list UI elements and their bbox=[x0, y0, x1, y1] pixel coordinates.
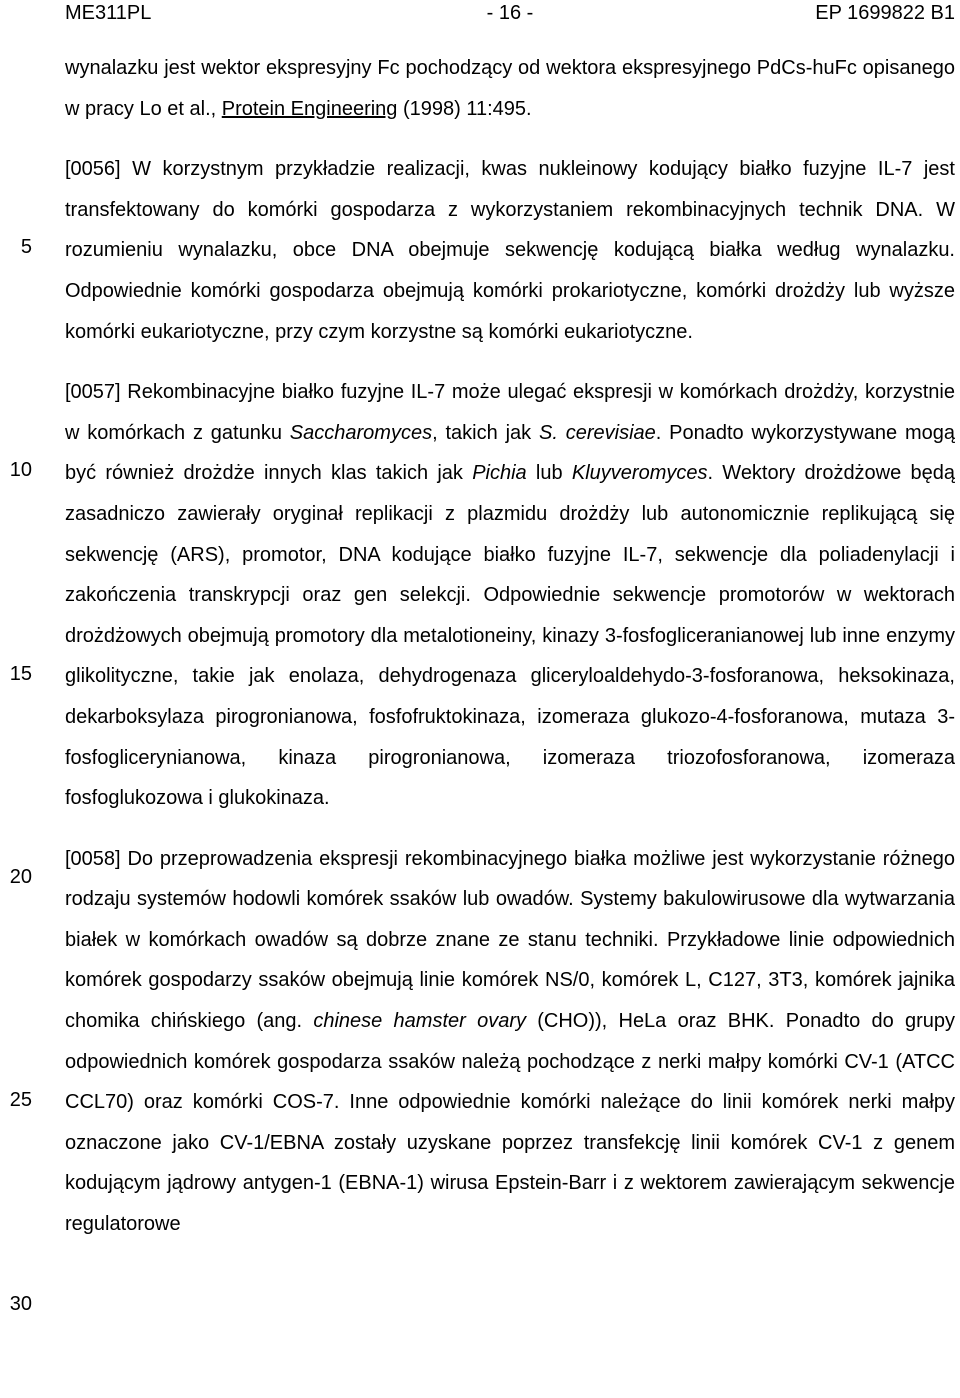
paragraph-text: . Wektory drożdżowe będą zasadniczo zawierały oryginał replikacji z plazmidu drożdży lub autonomicznie replikującą się sekwencję (ARS), promotor, DNA kodujące białko fuzyjne IL-7, sekwencje dla poliadenylacji i zakończenia transkrypcji oraz gen selekcji. Odpowiednie sekwencje promotorów w wektorach drożdżowych obejmują promotory dla metalotioneiny, kinazy 3-fosfogliceranianowej lub inne enzymy glikolityczne, takie jak enolaza, dehydrogenaza gliceryloaldehydo-3-fosforanowa, heksokinaza, dekarboksylaza pirogronianowa, fosfofruktokinaza, izomeraza glukozo-4-fosforanowa, mutaza 3-fosfoglicerynianowa, kinaza pirogronianowa, izomeraza triozofosforanowa, izomeraza fosfoglukozowa i glukokinaza. bbox=[65, 462, 955, 810]
line-number: 10 bbox=[9, 459, 32, 481]
paragraph-text: . Ponadto wykorzystywane mogą być również drożdże innych klas takich jak bbox=[65, 421, 955, 485]
paragraph-text: (CHO)), HeLa oraz BHK. Ponadto do grupy odpowiednich komórek gospodarza ssaków należą pochodzące z nerki małpy komórki CV-1 (ATCC CCL70) oraz komórki COS-7. Inne odpowiednie komórki należące do linii komórek nerki małpy oznaczone jako CV-1/EBNA zostały uzyskane poprzez transfekcję linii komórek CV-1 z genem kodującym jądrowy antygen-1 (EBNA-1) wirusa Epstein-Barr i z wektorem zawierającym sekwencje regulatorowe bbox=[65, 1010, 956, 1236]
italic-term: Saccharomyces bbox=[289, 421, 433, 444]
paragraph-text: , takich jak bbox=[432, 421, 539, 444]
header-patent-number: EP 1699822 B1 bbox=[815, 2, 955, 24]
italic-term: S. cerevisiae bbox=[538, 421, 656, 444]
paragraph-0057 bbox=[65, 372, 955, 819]
italic-term: Pichia bbox=[472, 462, 527, 485]
paragraph-text: lub bbox=[526, 462, 572, 485]
line-number: 30 bbox=[9, 1293, 32, 1315]
line-number: 5 bbox=[20, 236, 32, 258]
paragraph-text: [0058] Do przeprowadzenia ekspresji rekombinacyjnego białka możliwe jest wykorzystanie różnego rodzaju systemów hodowli komórek ssaków lub owadów. Systemy bakulowirusowe dla wytwarzania białek w komórkach owadów są dobrze znane ze stanu techniki. Przykładowe linie odpowiednich komórek gospodarzy ssaków obejmują linie komórek NS/0, komórek L, C127, 3T3, komórek jajnika chomika chińskiego (ang. bbox=[65, 847, 955, 1033]
line-number: 20 bbox=[9, 866, 32, 888]
journal-title: Protein Engineering bbox=[221, 97, 398, 120]
paragraph-0056 bbox=[65, 149, 955, 352]
line-number-margin bbox=[0, 0, 40, 1398]
line-number: 25 bbox=[9, 1089, 32, 1111]
paragraph-0058 bbox=[65, 839, 955, 1245]
line-number: 15 bbox=[9, 663, 32, 685]
paragraph-text: wynalazku jest wektor ekspresyjny Fc pochodzący od wektora ekspresyjnego PdCs-huFc opisanego w pracy Lo et al., bbox=[65, 57, 955, 120]
header-page-number: - 16 - bbox=[486, 2, 534, 24]
document-body bbox=[65, 48, 955, 1245]
paragraph-text: [0056] W korzystnym przykładzie realizacji, kwas nukleinowy kodujący białko fuzyjne IL-7 jest transfektowany do komórki gospodarza z wykorzystaniem rekombinacyjnych technik DNA. W rozumieniu wynalazku, obce DNA obejmuje sekwencję kodującą białka według wynalazku. Odpowiednie komórki gospodarza obejmują komórki prokariotyczne, komórki drożdży lub wyższe komórki eukariotyczne, przy czym korzystne są komórki eukariotyczne. bbox=[65, 158, 955, 343]
paragraph-text: (1998) 11:495. bbox=[397, 97, 532, 120]
paragraph-text: [0057] Rekombinacyjne białko fuzyjne IL-7 może ulegać ekspresji w komórkach drożdży, korzystnie w komórkach z gatunku bbox=[65, 381, 955, 444]
paragraph-continuation bbox=[65, 48, 955, 129]
italic-term: Kluyveromyces bbox=[571, 462, 708, 485]
page-header bbox=[65, 0, 955, 28]
header-doc-code: ME311PL bbox=[65, 2, 152, 24]
italic-term: chinese hamster ovary bbox=[313, 1010, 526, 1033]
